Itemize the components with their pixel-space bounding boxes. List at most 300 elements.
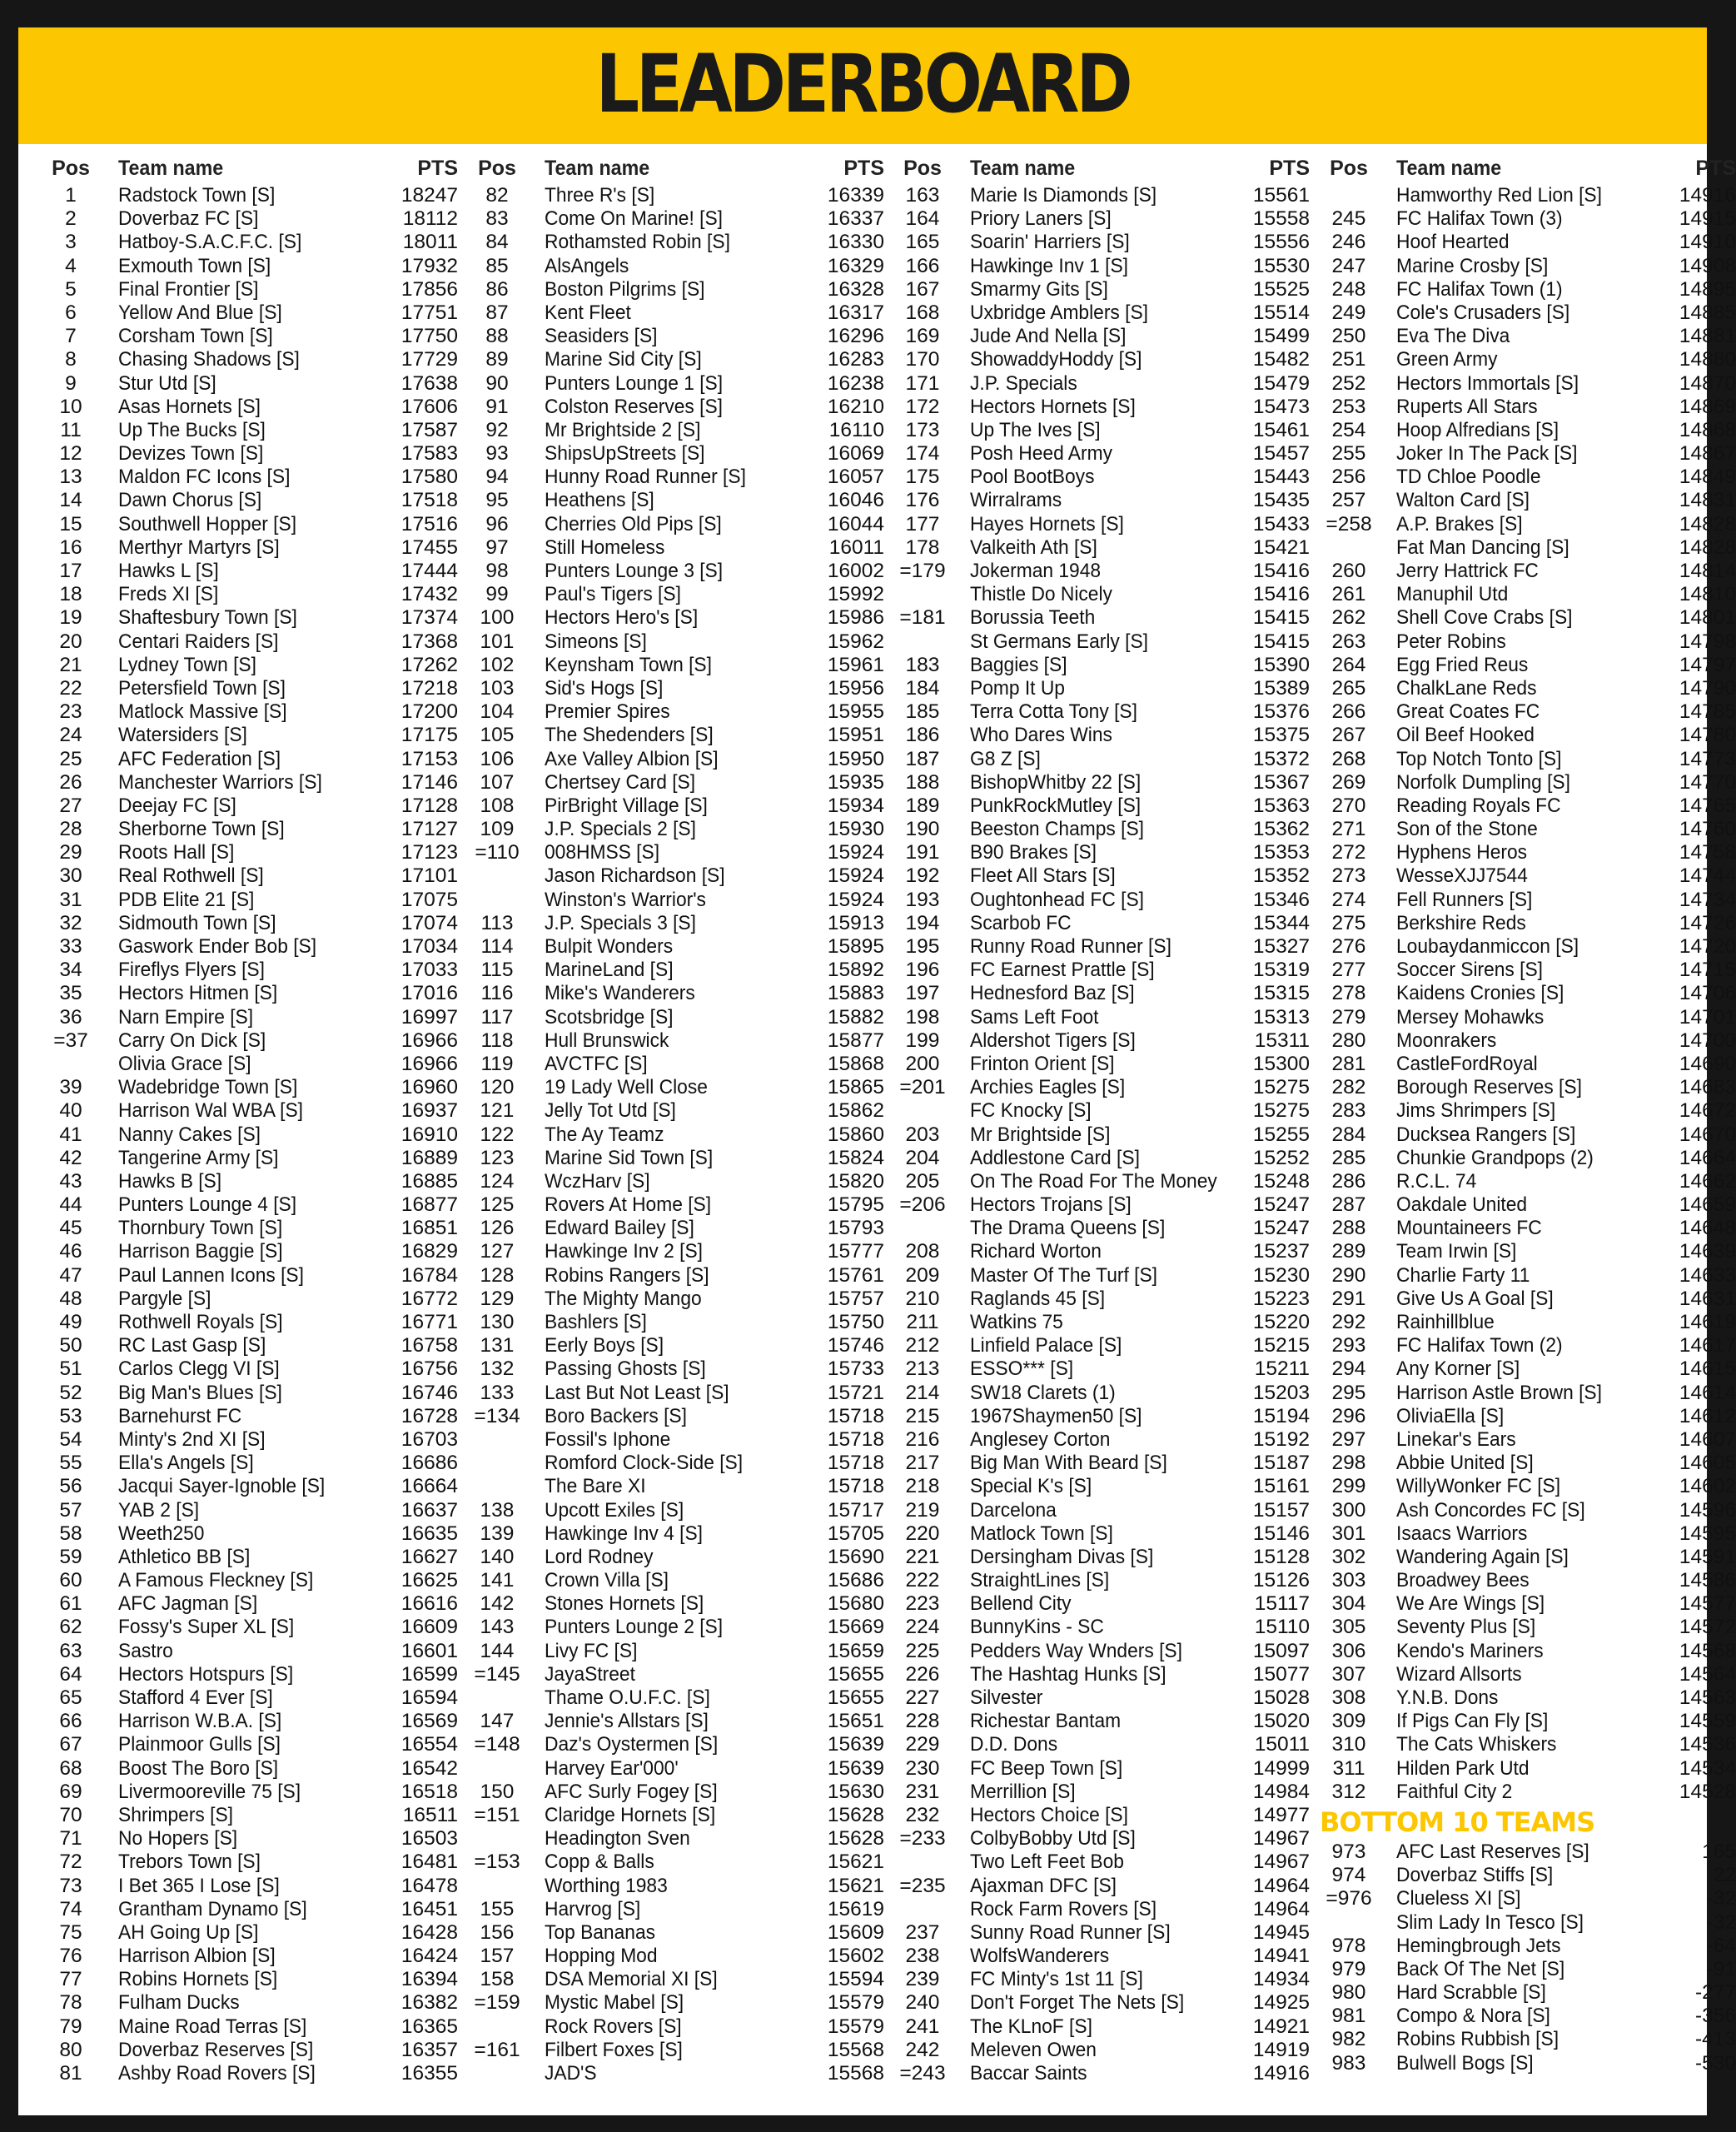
position-cell: 52 xyxy=(59,1381,82,1404)
team-name-cell: Beeston Champs [S] xyxy=(970,818,1144,841)
points-cell: 17016 xyxy=(400,982,458,1005)
position-cell: 167 xyxy=(905,277,940,301)
position-cell: 982 xyxy=(1331,2028,1366,2051)
team-name-cell: WillyWonker FC [S] xyxy=(1396,1475,1561,1498)
position-cell: 184 xyxy=(905,676,940,700)
table-row xyxy=(1320,1334,1736,1357)
table-row xyxy=(893,1968,1310,1991)
team-name-cell: Moonrakers xyxy=(1396,1029,1497,1052)
team-name-cell: We Are Wings [S] xyxy=(1396,1592,1545,1616)
table-row xyxy=(468,348,884,371)
table-row xyxy=(893,1499,1310,1522)
column-header-row xyxy=(42,152,458,184)
team-name-cell: 008HMSS [S] xyxy=(545,841,660,864)
table-row xyxy=(468,1240,884,1263)
team-name-cell: Mystic Mabel [S] xyxy=(545,1991,684,2015)
team-name-cell: Baggies [S] xyxy=(970,653,1067,676)
column-header-row xyxy=(1320,152,1736,184)
position-cell: 33 xyxy=(59,935,82,958)
position-cell: 117 xyxy=(480,1005,514,1029)
points-cell: 15252 xyxy=(1252,1146,1310,1169)
position-cell: 255 xyxy=(1331,442,1366,466)
position-cell: 264 xyxy=(1331,653,1366,676)
table-row xyxy=(1320,536,1736,560)
team-name-cell: Chasing Shadows [S] xyxy=(118,348,300,371)
position-cell: 164 xyxy=(905,207,940,231)
position-cell: 263 xyxy=(1331,630,1366,653)
team-name-cell: Hemingbrough Jets xyxy=(1396,1934,1561,1957)
points-cell: 15255 xyxy=(1252,1123,1310,1146)
position-cell: 91 xyxy=(485,395,509,418)
team-name-cell: The Cats Whiskers xyxy=(1396,1733,1557,1756)
table-row xyxy=(468,1921,884,1945)
table-row xyxy=(1320,982,1736,1005)
points-cell: 14916 xyxy=(1252,2062,1310,2085)
table-row xyxy=(468,771,884,795)
position-cell: =37 xyxy=(53,1029,88,1052)
table-row xyxy=(42,795,458,818)
table-row xyxy=(893,1569,1310,1592)
points-cell: 16997 xyxy=(400,1005,458,1029)
team-name-cell: Marine Crosby [S] xyxy=(1396,254,1549,277)
position-cell: 1 xyxy=(65,184,77,207)
position-cell: 84 xyxy=(485,231,509,254)
points-cell: 15579 xyxy=(827,2015,884,2038)
position-cell: 211 xyxy=(906,1311,939,1333)
points-cell: 15956 xyxy=(827,676,884,700)
position-cell: 262 xyxy=(1331,606,1366,630)
table-row xyxy=(42,1569,458,1592)
points-cell: -32 xyxy=(1706,1910,1736,1934)
table-row xyxy=(468,1311,884,1334)
team-name-cell: Jokerman 1948 xyxy=(970,560,1102,582)
points-cell: 14910 xyxy=(1679,231,1736,254)
points-cell: 14999 xyxy=(1252,1756,1310,1780)
table-row xyxy=(42,1851,458,1874)
points-cell: 15913 xyxy=(827,911,884,934)
position-cell: 132 xyxy=(480,1357,515,1381)
points-cell: 16511 xyxy=(402,1803,458,1826)
table-row xyxy=(1320,1592,1736,1616)
points-cell: 14967 xyxy=(1252,1827,1310,1851)
team-name-cell: Posh Heed Army xyxy=(970,442,1112,466)
position-cell: =235 xyxy=(899,1874,946,1897)
position-cell: 56 xyxy=(59,1475,82,1498)
team-name-cell: AVCTFC [S] xyxy=(545,1052,648,1075)
points-cell: 16664 xyxy=(400,1475,458,1498)
points-cell: 15415 xyxy=(1252,606,1310,630)
table-row xyxy=(893,536,1310,560)
table-row xyxy=(42,864,458,888)
table-row xyxy=(468,912,884,935)
team-name-cell: A.P. Brakes [S] xyxy=(1396,512,1523,535)
team-name-cell: Asas Hornets [S] xyxy=(118,395,261,418)
position-cell: 101 xyxy=(480,630,515,653)
points-cell: 15300 xyxy=(1252,1052,1310,1075)
points-cell: 17638 xyxy=(400,371,458,395)
points-cell: 15793 xyxy=(827,1217,884,1240)
points-cell: 165 xyxy=(1702,1840,1736,1863)
team-name-cell: Stones Hornets [S] xyxy=(545,1592,704,1616)
position-cell: 107 xyxy=(480,770,515,794)
team-name-cell: Up The Bucks [S] xyxy=(118,418,266,441)
position-cell: 312 xyxy=(1331,1780,1366,1803)
points-cell: 15319 xyxy=(1252,959,1310,982)
position-cell: 124 xyxy=(480,1169,515,1193)
points-cell: 14849 xyxy=(1679,466,1736,489)
table-row xyxy=(893,1382,1310,1405)
team-name-cell: Olivia Grace [S] xyxy=(118,1052,251,1075)
team-name-cell: Back Of The Net [S] xyxy=(1396,1957,1565,1980)
team-name-cell: I Bet 365 I Lose [S] xyxy=(118,1874,280,1897)
points-cell: 16394 xyxy=(400,1968,458,1991)
position-cell: 222 xyxy=(905,1569,940,1592)
points-cell: 14773 xyxy=(1679,747,1736,770)
team-name-cell: Last But Not Least [S] xyxy=(545,1381,729,1404)
position-cell: 973 xyxy=(1331,1840,1366,1863)
team-name-cell: Kendo's Mariners xyxy=(1396,1639,1544,1662)
table-row xyxy=(42,489,458,512)
position-cell: 143 xyxy=(480,1616,515,1639)
position-cell: 278 xyxy=(1331,982,1366,1005)
table-row xyxy=(42,1968,458,1991)
table-row xyxy=(468,1827,884,1851)
points-cell: 15935 xyxy=(827,770,884,794)
points-cell: 14701 xyxy=(1679,1005,1736,1029)
team-name-cell: Y.N.B. Dons xyxy=(1396,1686,1499,1709)
team-name-cell: Fulham Ducks xyxy=(118,1991,240,2015)
position-cell: 247 xyxy=(1331,254,1366,277)
points-cell: 14683 xyxy=(1679,1076,1736,1099)
position-cell: 297 xyxy=(1331,1427,1366,1451)
table-row xyxy=(1320,935,1736,959)
table-row xyxy=(893,1686,1310,1710)
points-cell: -356 xyxy=(1694,2005,1736,2028)
team-name-cell: Give Us A Goal [S] xyxy=(1396,1287,1554,1310)
table-row xyxy=(468,396,884,419)
team-name-cell: Maldon FC Icons [S] xyxy=(118,466,291,489)
position-cell: 281 xyxy=(1331,1052,1366,1075)
points-cell: 15390 xyxy=(1252,653,1310,676)
table-row xyxy=(893,1123,1310,1147)
team-name-cell: Silvester xyxy=(970,1686,1043,1709)
points-cell: 15924 xyxy=(827,864,884,888)
team-name-cell: Pomp It Up xyxy=(970,676,1065,700)
points-cell: 16238 xyxy=(827,371,884,395)
position-cell: 310 xyxy=(1331,1733,1366,1756)
points-cell: 14798 xyxy=(1679,630,1736,653)
points-cell: 14672 xyxy=(1679,1099,1736,1123)
table-row xyxy=(1320,677,1736,700)
points-cell: 15415 xyxy=(1252,630,1310,653)
position-cell: 238 xyxy=(905,1945,940,1968)
table-row xyxy=(893,864,1310,888)
table-row xyxy=(468,1475,884,1498)
team-name-cell: ChalkLane Reds xyxy=(1396,676,1537,700)
position-cell: 36 xyxy=(59,1005,82,1029)
points-cell: 15363 xyxy=(1252,794,1310,817)
points-cell: 17374 xyxy=(400,606,458,630)
position-cell: 5 xyxy=(65,277,77,301)
position-cell: 299 xyxy=(1331,1475,1366,1498)
team-name-cell: Thame O.U.F.C. [S] xyxy=(545,1686,710,1709)
team-name-cell: Clueless XI [S] xyxy=(1396,1887,1521,1910)
points-cell: 14605 xyxy=(1679,1452,1736,1475)
points-cell: 15568 xyxy=(827,2062,884,2085)
table-row xyxy=(42,1029,458,1053)
position-cell: 128 xyxy=(480,1263,515,1287)
position-cell: 95 xyxy=(485,489,509,512)
points-cell: 14765 xyxy=(1679,794,1736,817)
points-cell: 15215 xyxy=(1252,1334,1310,1357)
points-cell: 14967 xyxy=(1252,1851,1310,1874)
points-cell: 16328 xyxy=(827,277,884,301)
points-cell: 17583 xyxy=(400,442,458,466)
team-name-cell: Boston Pilgrims [S] xyxy=(545,277,705,301)
position-cell: 72 xyxy=(59,1851,82,1874)
position-cell: 150 xyxy=(480,1780,515,1803)
team-name-cell: Soarin' Harriers [S] xyxy=(970,231,1130,254)
position-cell: 176 xyxy=(905,489,940,512)
table-row xyxy=(893,935,1310,959)
points-cell: 15275 xyxy=(1252,1076,1310,1099)
table-row xyxy=(468,1123,884,1147)
table-row xyxy=(893,1240,1310,1263)
team-name-cell: Mr Brightside [S] xyxy=(970,1123,1111,1146)
points-cell: 14564 xyxy=(1679,1662,1736,1686)
points-cell: 18247 xyxy=(400,184,458,207)
team-name-cell: Upcott Exiles [S] xyxy=(545,1498,684,1522)
points-cell: 15479 xyxy=(1252,371,1310,395)
position-cell: 147 xyxy=(480,1710,515,1733)
points-cell: 17128 xyxy=(400,794,458,817)
position-cell: 166 xyxy=(905,254,940,277)
position-cell: 70 xyxy=(59,1803,82,1826)
team-name-cell: ESSO*** [S] xyxy=(970,1357,1074,1381)
points-cell: 16599 xyxy=(400,1662,458,1686)
team-name-cell: JayaStreet xyxy=(545,1662,635,1686)
points-cell: 15558 xyxy=(1252,207,1310,231)
points-cell: 15416 xyxy=(1252,560,1310,582)
table-row xyxy=(893,2062,1310,2085)
team-name-cell: Meleven Owen xyxy=(970,2038,1097,2061)
table-row xyxy=(893,184,1310,207)
team-name-cell: Wadebridge Town [S] xyxy=(118,1076,298,1099)
table-row xyxy=(468,1029,884,1053)
team-name-cell: Stur Utd [S] xyxy=(118,371,216,395)
position-cell: 62 xyxy=(59,1616,82,1639)
table-row xyxy=(468,1452,884,1475)
position-cell: 232 xyxy=(905,1803,940,1826)
team-name-cell: Dawn Chorus [S] xyxy=(118,489,262,512)
column-header-row xyxy=(893,152,1310,184)
team-name-cell: Robins Hornets [S] xyxy=(118,1968,278,1991)
points-cell: 17856 xyxy=(400,277,458,301)
points-cell: 16960 xyxy=(400,1076,458,1099)
points-cell: 17516 xyxy=(400,512,458,535)
table-row xyxy=(893,1827,1310,1851)
table-row xyxy=(468,982,884,1005)
team-name-cell: Jerry Hattrick FC xyxy=(1396,560,1539,582)
points-cell: 15986 xyxy=(827,606,884,630)
position-cell: 279 xyxy=(1331,1005,1366,1029)
table-row xyxy=(893,278,1310,301)
table-row xyxy=(1320,1264,1736,1288)
table-row xyxy=(1320,1781,1736,1804)
points-cell: 15203 xyxy=(1252,1381,1310,1404)
position-cell: 168 xyxy=(905,301,940,324)
team-name-cell: AFC Jagman [S] xyxy=(118,1592,258,1616)
position-cell: 54 xyxy=(59,1427,82,1451)
position-cell: 3 xyxy=(65,231,77,254)
points-cell: 15680 xyxy=(827,1592,884,1616)
points-cell: 14869 xyxy=(1679,395,1736,418)
table-row xyxy=(1320,1076,1736,1099)
points-cell: 14941 xyxy=(1252,1945,1310,1968)
points-cell: 16210 xyxy=(827,395,884,418)
position-cell: 253 xyxy=(1331,395,1366,418)
position-cell: 127 xyxy=(480,1240,515,1263)
points-cell: 17606 xyxy=(400,395,458,418)
team-name-cell: The Drama Queens [S] xyxy=(970,1217,1166,1240)
position-cell: 57 xyxy=(59,1498,82,1522)
position-cell: 87 xyxy=(485,301,509,324)
team-name-cell: Hawkinge Inv 4 [S] xyxy=(545,1522,703,1545)
position-cell: 298 xyxy=(1331,1452,1366,1475)
points-cell: 15718 xyxy=(827,1427,884,1451)
position-cell: 92 xyxy=(485,418,509,441)
position-cell: 79 xyxy=(59,2015,82,2038)
points-cell: 16330 xyxy=(827,231,884,254)
points-cell: 18112 xyxy=(402,207,458,231)
table-row xyxy=(893,1357,1310,1381)
team-name-cell: Bulpit Wonders xyxy=(545,935,674,958)
points-cell: 14559 xyxy=(1679,1710,1736,1733)
table-row xyxy=(1320,1757,1736,1781)
team-name-cell: Still Homeless xyxy=(545,535,665,559)
points-cell: 14916 xyxy=(1679,184,1736,207)
position-cell: 226 xyxy=(905,1662,940,1686)
points-cell: 15961 xyxy=(827,653,884,676)
table-row xyxy=(1320,325,1736,348)
position-cell: 60 xyxy=(59,1569,82,1592)
team-name-cell: AFC Surly Fogey [S] xyxy=(545,1780,718,1803)
position-cell: 13 xyxy=(59,466,82,489)
team-name-cell: Eerly Boys [S] xyxy=(545,1334,664,1357)
position-cell: 306 xyxy=(1331,1639,1366,1662)
team-name-cell: Claridge Hornets [S] xyxy=(545,1803,716,1826)
team-name-cell: Egg Fried Reus xyxy=(1396,653,1529,676)
position-cell: 88 xyxy=(485,325,509,348)
team-name-cell: Loubaydanmiccon [S] xyxy=(1396,935,1579,958)
table-row xyxy=(468,864,884,888)
points-cell: 16851 xyxy=(400,1217,458,1240)
table-row xyxy=(893,841,1310,864)
team-name-cell: Hoof Hearted xyxy=(1396,231,1510,254)
table-row xyxy=(1320,1217,1736,1240)
table-row xyxy=(42,1616,458,1639)
team-name-cell: Ducksea Rangers [S] xyxy=(1396,1123,1576,1146)
position-cell: =159 xyxy=(474,1991,520,2015)
position-cell: 217 xyxy=(905,1452,940,1475)
team-name-cell: Weeth250 xyxy=(118,1522,205,1545)
points-cell: 16002 xyxy=(827,560,884,582)
team-name-cell: Roots Hall [S] xyxy=(118,841,235,864)
team-name-cell: Richestar Bantam xyxy=(970,1710,1122,1733)
team-name-cell: Berkshire Reds xyxy=(1396,911,1526,934)
pos-header: Pos xyxy=(1330,157,1368,180)
table-row xyxy=(468,2039,884,2062)
points-cell: 16885 xyxy=(400,1169,458,1193)
team-name-cell: Peter Robins xyxy=(1396,630,1506,653)
table-row xyxy=(893,1991,1310,2015)
team-name-cell: Doverbaz Stiffs [S] xyxy=(1396,1864,1554,1887)
table-row xyxy=(893,1640,1310,1663)
team-name-cell: Anglesey Corton xyxy=(970,1427,1111,1451)
position-cell: 290 xyxy=(1331,1263,1366,1287)
team-name-cell: Ashby Road Rovers [S] xyxy=(118,2062,316,2085)
table-row xyxy=(1320,1311,1736,1334)
team-name-cell: Compo & Nora [S] xyxy=(1396,2005,1550,2028)
team-name-cell: Addlestone Card [S] xyxy=(970,1146,1140,1169)
table-row xyxy=(468,1053,884,1076)
points-cell: 14880 xyxy=(1679,348,1736,371)
table-row xyxy=(468,677,884,700)
table-row xyxy=(468,583,884,606)
table-row xyxy=(1320,606,1736,630)
points-cell: 15602 xyxy=(827,1945,884,1968)
points-cell: -530 xyxy=(1694,2051,1736,2075)
team-name-cell: FC Minty's 1st 11 [S] xyxy=(970,1968,1143,1991)
table-row xyxy=(42,935,458,959)
points-cell: 16355 xyxy=(400,2062,458,2085)
table-row xyxy=(42,1640,458,1663)
table-row xyxy=(893,255,1310,278)
position-cell: 170 xyxy=(905,348,940,371)
position-cell: 99 xyxy=(485,583,509,606)
position-cell: 76 xyxy=(59,1945,82,1968)
position-cell: 9 xyxy=(65,371,77,395)
points-cell: 16877 xyxy=(400,1193,458,1217)
table-row xyxy=(42,442,458,466)
team-name-cell: Punters Lounge 1 [S] xyxy=(545,371,724,395)
team-name-cell: Grantham Dynamo [S] xyxy=(118,1897,307,1920)
team-name-cell: Jason Richardson [S] xyxy=(545,864,725,888)
team-name-cell: Hectors Hornets [S] xyxy=(970,395,1136,418)
team-header: Team name xyxy=(545,157,650,180)
table-row xyxy=(468,935,884,959)
position-cell: 73 xyxy=(59,1874,82,1897)
position-cell: 292 xyxy=(1331,1311,1366,1333)
points-cell: 15930 xyxy=(827,818,884,841)
team-name-cell: Exmouth Town [S] xyxy=(118,254,271,277)
points-cell: 15659 xyxy=(827,1639,884,1662)
team-name-cell: Norfolk Dumpling [S] xyxy=(1396,770,1570,794)
position-cell: =201 xyxy=(899,1076,946,1099)
points-cell: -277 xyxy=(1694,1981,1736,2005)
points-cell: 15327 xyxy=(1252,935,1310,958)
team-name-cell: Baccar Saints xyxy=(970,2062,1087,2085)
table-row xyxy=(468,2015,884,2039)
team-name-cell: TD Chloe Poodle xyxy=(1396,466,1541,489)
table-row xyxy=(1320,1569,1736,1592)
points-cell: 14670 xyxy=(1679,1123,1736,1146)
team-name-cell: Maine Road Terras [S] xyxy=(118,2015,307,2038)
table-row xyxy=(893,818,1310,841)
position-cell: 183 xyxy=(905,653,940,676)
team-name-cell: Dersingham Divas [S] xyxy=(970,1545,1154,1568)
team-name-cell: J.P. Specials xyxy=(970,371,1077,395)
